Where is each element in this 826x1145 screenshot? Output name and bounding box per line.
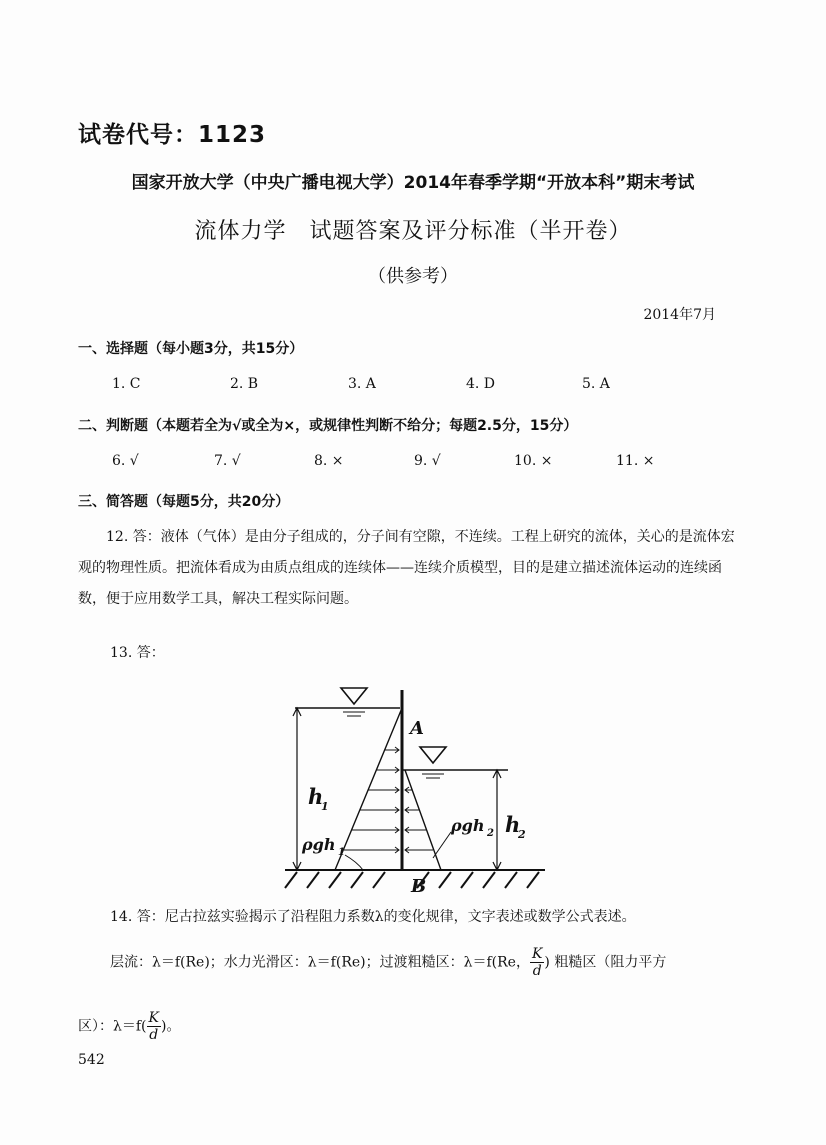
frac-numerator: K <box>531 946 543 962</box>
answer-4: 4. D <box>466 376 496 392</box>
frac-denominator-2: d <box>149 1027 159 1043</box>
hydrostatic-pressure-diagram <box>275 680 555 895</box>
k-over-d-fraction-2 <box>147 1010 161 1043</box>
page-number: 542 <box>78 1052 105 1068</box>
label-b: B <box>411 876 427 895</box>
frac-numerator-2: K <box>148 1010 159 1026</box>
subject-title: 流体力学 试题答案及评分标准（半开卷） <box>194 219 632 244</box>
k-over-d-fraction <box>530 946 544 979</box>
answer-6: 6. √ <box>112 453 139 469</box>
label-h2: h <box>505 812 521 837</box>
paper-code: 试卷代号：1123 <box>78 122 267 148</box>
formula-part-d: )。 <box>161 1018 181 1035</box>
answer-3: 3. A <box>348 376 376 392</box>
answer-7: 7. √ <box>214 453 241 469</box>
reference-note: （供参考） <box>368 266 458 287</box>
section-2-title: 二、判断题（本题若全为√或全为×，或规律性判断不给分；每题2.5分，15分） <box>78 418 578 434</box>
section-3-title: 三、简答题（每题5分，共20分） <box>78 494 290 510</box>
frac-denominator: d <box>532 963 542 979</box>
answer-12-text: 12. 答：液体（气体）是由分子组成的，分子间有空隙，不连续。工程上研究的流体，关心的是流体宏观的物理性质。把流体看成为由质点组成的连续体——连续介质模型，目的是建立描述流体运动的连续函数，便于应用数学工具，解决工程实际问题。 <box>78 529 735 607</box>
answer-14-formula-line-2 <box>78 1010 180 1043</box>
answer-9: 9. √ <box>414 453 441 469</box>
answer-8: 8. × <box>314 453 344 469</box>
label-rgh2: ρgh <box>451 816 485 835</box>
answer-14-text: 14. 答：尼古拉兹实验揭示了沿程阻力系数λ的变化规律，文字表述或数学公式表述。 <box>110 909 636 925</box>
label-h1: h <box>308 784 324 809</box>
water-level-icon-2 <box>420 747 446 763</box>
answer-10: 10. × <box>514 453 553 469</box>
formula-part-b: ) 粗糙区（阻力平方 <box>544 954 667 971</box>
label-rgh1-sub: 1 <box>338 847 345 858</box>
label-h1-sub: 1 <box>321 800 329 813</box>
formula-part-c: 区）：λ＝f( <box>78 1018 147 1035</box>
answer-13-label: 13. 答： <box>110 645 165 661</box>
answer-2: 2. B <box>230 376 259 392</box>
answer-11: 11. × <box>616 453 655 469</box>
section-1-title: 一、选择题（每小题3分，共15分） <box>78 341 304 357</box>
label-rgh2-sub: 2 <box>487 828 494 839</box>
formula-part-a: 层流：λ＝f(Re)；水力光滑区：λ＝f(Re)；过渡粗糙区：λ＝f(Re， <box>110 954 530 971</box>
answer-14-formula-line <box>110 946 666 979</box>
label-a: A <box>410 718 424 739</box>
label-h2-sub: 2 <box>518 828 526 841</box>
label-rgh1: ρgh <box>302 835 336 854</box>
answer-5: 5. A <box>582 376 610 392</box>
water-level-icon <box>341 688 367 704</box>
exam-date: 2014年7月 <box>643 307 716 323</box>
answer-1: 1. C <box>112 376 141 392</box>
school-title: 国家开放大学（中央广播电视大学）2014年春季学期“开放本科”期末考试 <box>131 173 695 193</box>
